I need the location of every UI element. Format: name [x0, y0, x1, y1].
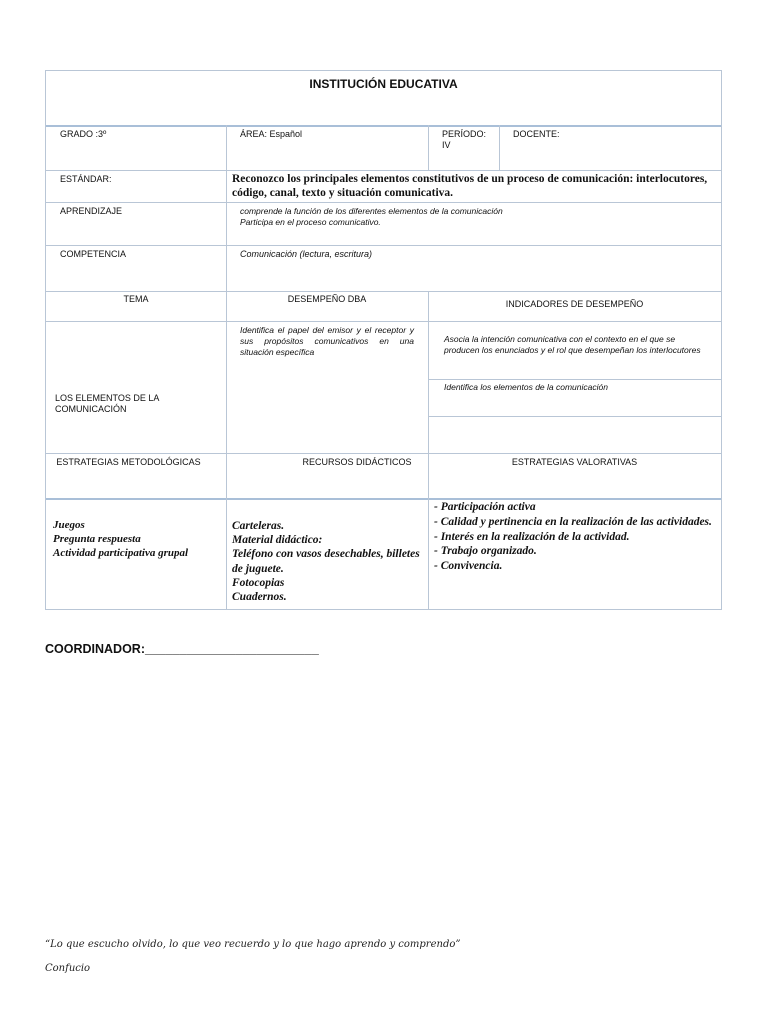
list-item: Fotocopias — [232, 576, 285, 589]
lesson-plan-table — [45, 70, 722, 610]
periodo-field — [436, 127, 498, 153]
list-item: - Calidad y pertinencia en la realización de las actividades. — [434, 515, 712, 528]
docente-field: DOCENTE: — [513, 129, 560, 139]
aprendizaje-text — [234, 204, 714, 230]
divider — [226, 125, 227, 171]
coordinador-signature-line: COORDINADOR:_________________________ — [45, 642, 319, 656]
estandar-text: Reconozco los principales elementos constitutivos de un proceso de comunicación: interlocutores, código, canal, texto y situación comunicativa. — [232, 173, 708, 199]
valorativas-header: ESTRATEGIAS VALORATIVAS — [511, 457, 638, 467]
aprendizaje-line-2: Participa en el proceso comunicativo. — [240, 217, 381, 227]
indicadores-header: INDICADORES DE DESEMPEÑO — [505, 299, 644, 309]
aprendizaje-line-1: comprende la función de los diferentes elementos de la comunicación — [240, 206, 503, 216]
periodo-value: IV — [442, 140, 451, 150]
quote-text: “Lo que escucho olvido, lo que veo recuerdo y lo que hago aprendo y comprendo” — [45, 939, 461, 950]
list-item: - Trabajo organizado. — [434, 545, 537, 558]
metodologicas-header: ESTRATEGIAS METODOLÓGICAS — [56, 457, 201, 467]
institution-title: INSTITUCIÓN EDUCATIVA — [309, 77, 458, 91]
list-item: - Interés en la realización de la actividad. — [434, 530, 630, 543]
divider — [46, 321, 721, 322]
competencia-label: COMPETENCIA — [60, 249, 127, 259]
periodo-label: PERÍODO: — [442, 129, 487, 139]
list-item: Actividad participativa grupal — [53, 547, 189, 559]
desempeno-header: DESEMPEÑO DBA — [287, 294, 367, 304]
recursos-list — [226, 517, 428, 606]
divider — [46, 245, 721, 246]
recursos-header: RECURSOS DIDÁCTICOS — [302, 457, 412, 467]
tema-text: LOS ELEMENTOS DE LA COMUNICACIÓN — [55, 393, 159, 414]
quote-author: Confucio — [45, 963, 91, 974]
list-item: Teléfono con vasos desechables, billetes de juguete. — [232, 548, 420, 575]
divider — [428, 416, 721, 417]
area-field: ÁREA: Español — [240, 129, 303, 139]
divider — [428, 125, 429, 171]
competencia-text: Comunicación (lectura, escritura) — [240, 249, 373, 259]
divider — [46, 202, 721, 203]
list-item: Material didáctico: — [232, 534, 323, 547]
metodologicas-list — [47, 516, 225, 562]
list-item: Carteleras. — [232, 520, 285, 532]
indicador-1: Asocia la intención comunicativa con el contexto en el que se producen los enunciados y el rol que desempeñan los interlocutores — [444, 334, 701, 355]
list-item: Cuadernos. — [232, 591, 287, 604]
list-item: Pregunta respuesta — [53, 533, 141, 545]
estandar-label: ESTÁNDAR: — [60, 174, 112, 184]
desempeno-text: Identifica el papel del emisor y el receptor y sus propósitos comunicativos en una situación específica — [240, 325, 414, 357]
valorativas-list — [428, 500, 721, 574]
divider — [499, 125, 500, 171]
list-item: - Participación activa — [434, 501, 536, 513]
tema-header: TEMA — [123, 294, 149, 304]
indicador-2: Identifica los elementos de la comunicación — [444, 382, 608, 392]
list-item: - Convivencia. — [434, 560, 503, 573]
grado-field: GRADO :3º — [60, 129, 107, 139]
list-item: Juegos — [53, 519, 85, 531]
aprendizaje-label: APRENDIZAJE — [60, 206, 123, 216]
divider — [46, 453, 721, 454]
